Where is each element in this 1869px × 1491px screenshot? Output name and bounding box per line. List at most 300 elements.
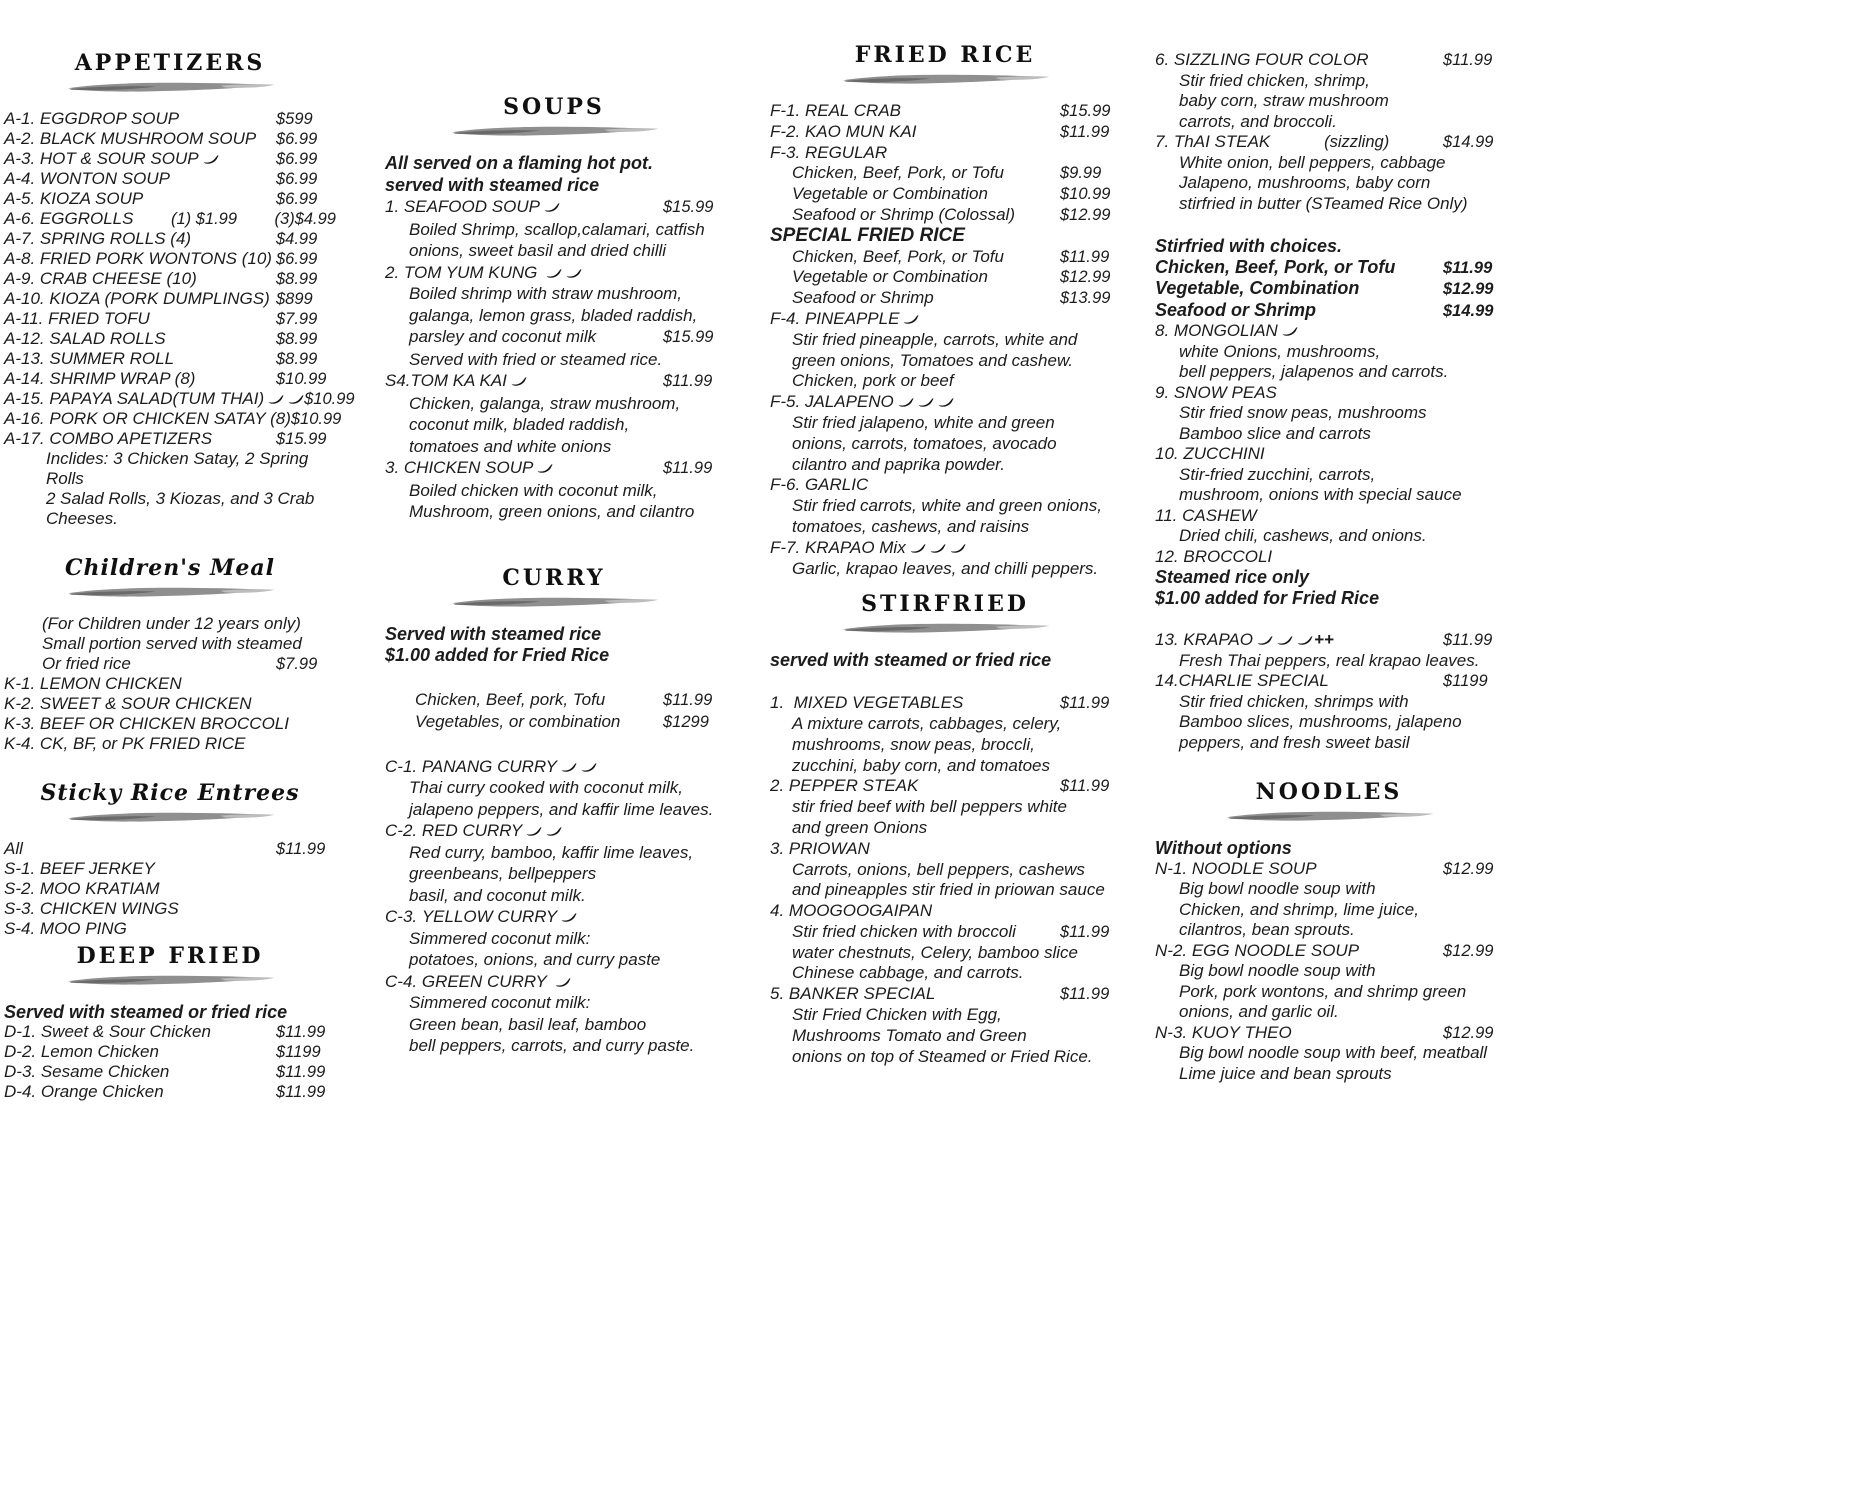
line-text: Or fried rice	[42, 654, 131, 673]
brush-stroke-icon	[1222, 807, 1437, 824]
item-name: SNOW PEAS	[1173, 382, 1277, 402]
description-text: Boiled Shrimp, scallop,calamari, catfish	[409, 219, 705, 239]
description-text: Stir fried chicken with broccoli	[792, 921, 1016, 941]
description-text: white Onions, mushrooms,	[1179, 341, 1381, 361]
item-label	[4, 149, 219, 169]
item-price: $6.99	[276, 170, 318, 188]
item-label	[4, 1082, 164, 1102]
line-text: Served with steamed rice	[385, 623, 602, 644]
item-name: KRAPAO	[1183, 630, 1253, 649]
text-line	[385, 711, 723, 734]
description-text: Jalapeno, mushrooms, baby corn	[1179, 173, 1431, 192]
item-name: CK, BF, or PK FRIED RICE	[39, 734, 246, 753]
item-line	[1155, 630, 1503, 651]
section-header: Children's Meal	[65, 555, 275, 581]
item-name: MIXED VEGETABLES	[793, 693, 964, 713]
item-name: JALAPENO	[804, 392, 894, 412]
item-number: D-4.	[4, 1082, 41, 1101]
description-text: stir fried beef with bell peppers white	[792, 797, 1067, 817]
text-lines	[4, 1002, 336, 1022]
item-name: Orange Chicken	[40, 1082, 164, 1101]
item-description-line	[770, 517, 1120, 538]
brush-stroke-icon	[63, 971, 278, 988]
text-lines	[385, 624, 723, 667]
item-price: $7.99	[276, 310, 318, 328]
description-text: greenbeans, bellpeppers	[409, 864, 597, 883]
description-text: green onions, Tomatoes and cashew.	[792, 350, 1074, 370]
item-label	[4, 879, 160, 899]
section-header: CURRY	[502, 564, 606, 591]
item-line	[4, 879, 336, 899]
description-text: onions, and garlic oil.	[1179, 1002, 1339, 1021]
menu-item	[1155, 132, 1503, 214]
item-price: $11.99	[276, 1083, 326, 1101]
item-label	[4, 1062, 169, 1082]
item-description-line	[770, 818, 1120, 839]
description-text: stirfried in butter (STeamed Rice Only)	[1179, 193, 1468, 213]
description-text: Fresh Thai peppers, real krapao leaves.	[1179, 650, 1480, 670]
item-number: K-3.	[4, 714, 40, 733]
item-name: KIOZA (PORK DUMPLINGS)	[49, 289, 270, 308]
menu-item	[4, 249, 336, 269]
item-description-line	[1155, 465, 1503, 486]
menu-item	[385, 906, 723, 971]
menu-item	[4, 1022, 336, 1042]
item-line	[4, 899, 336, 919]
menu-item	[770, 101, 1120, 122]
item-label	[4, 429, 212, 449]
line-text: Served with steamed or fried rice	[4, 1002, 288, 1022]
menu-column-4	[1155, 0, 1503, 1084]
item-label	[770, 309, 919, 330]
item-number: D-2.	[4, 1042, 41, 1061]
item-label	[770, 693, 963, 714]
description-text: bell peppers, carrots, and curry paste.	[409, 1036, 695, 1055]
menu-item	[1155, 506, 1503, 547]
menu-item	[385, 756, 723, 821]
item-number: A-12.	[4, 329, 50, 348]
line-text: (For Children under 12 years only)	[42, 614, 301, 633]
item-description-line	[385, 436, 723, 458]
item-price: $9.99	[1060, 164, 1102, 183]
menu-item	[1155, 859, 1503, 941]
item-label	[4, 349, 174, 369]
item-line	[770, 776, 1120, 797]
chili-pepper-icon	[903, 315, 919, 324]
menu-item	[4, 389, 355, 409]
menu-item	[770, 143, 1120, 226]
menu-section-header-block	[385, 563, 723, 610]
item-name: MOO PING	[39, 919, 127, 938]
chili-pepper-icon	[544, 203, 560, 212]
description-text: onions on top of Steamed or Fried Rice.	[792, 1046, 1093, 1066]
text-lines	[385, 153, 723, 196]
item-label	[4, 1022, 211, 1042]
description-text: Vegetable or Combination	[792, 184, 988, 204]
item-number: S4.	[385, 371, 411, 390]
item-number: F-6.	[770, 475, 805, 495]
item-description-line	[1155, 112, 1503, 133]
item-label	[4, 309, 150, 329]
item-label	[4, 369, 195, 389]
item-label	[385, 906, 577, 928]
item-description-line	[385, 219, 723, 241]
item-name: KUOY THEO	[1191, 1022, 1292, 1042]
text-line	[1155, 257, 1503, 279]
item-label	[4, 839, 23, 859]
item-description-line	[385, 501, 723, 523]
item-number: F-1.	[770, 101, 805, 120]
description-text: Chicken, galanga, straw mushroom,	[409, 393, 681, 413]
item-name: MOOGOOGAIPAN	[788, 901, 933, 921]
item-line	[4, 409, 342, 429]
item-name: EGGDROP SOUP	[39, 109, 180, 128]
item-description-line	[1155, 1002, 1503, 1023]
description-text: potatoes, onions, and curry paste	[409, 950, 661, 969]
description-text: Thai curry cooked with coconut milk,	[409, 778, 683, 797]
item-description-line	[1155, 91, 1503, 112]
item-description-line	[770, 496, 1120, 517]
item-price: $11.99	[276, 840, 326, 858]
item-name: CHARLIE SPECIAL	[1178, 671, 1329, 690]
menu-item	[1155, 50, 1503, 132]
item-label	[385, 457, 553, 479]
item-description-line	[385, 992, 723, 1014]
item-number: 7.	[1155, 132, 1174, 151]
menu-item	[4, 109, 336, 129]
item-line	[4, 674, 336, 694]
item-price: $899	[276, 290, 313, 308]
item-label	[4, 249, 272, 269]
item-label	[1155, 321, 1298, 342]
item-price: $12.99	[1060, 205, 1111, 224]
item-label	[4, 329, 166, 349]
item-description-line	[770, 963, 1120, 984]
item-label	[4, 229, 191, 249]
menu-item	[1155, 671, 1503, 753]
menu-item	[4, 1062, 336, 1082]
description-text: Big bowl noodle soup with	[1179, 879, 1376, 898]
item-label	[385, 756, 597, 778]
item-line	[770, 693, 1120, 714]
item-description-line	[1155, 692, 1503, 713]
item-number: 4.	[770, 901, 789, 921]
menu-item	[770, 839, 1120, 901]
description-text: Stir fried chicken, shrimps with	[1179, 691, 1409, 711]
item-number: A-10.	[4, 289, 50, 308]
chili-pepper-icon	[1257, 636, 1273, 645]
item-line	[4, 189, 336, 209]
item-description-line	[385, 885, 723, 907]
menu-item	[4, 349, 336, 369]
item-number: A-13.	[4, 349, 50, 368]
chili-pepper-icon	[555, 978, 571, 987]
menu-item	[4, 149, 336, 169]
item-name: TOM KA KAI	[410, 371, 507, 390]
description-text: zucchini, baby corn, and tomatoes	[792, 755, 1050, 775]
item-line	[770, 984, 1120, 1005]
description-text: Big bowl noodle soup with	[1179, 961, 1376, 980]
menu-item	[1155, 444, 1503, 506]
menu-item	[770, 984, 1120, 1067]
item-description-line	[1155, 920, 1503, 941]
menu-item	[770, 538, 1120, 580]
item-line	[1155, 941, 1503, 962]
text-lines	[385, 689, 723, 734]
menu-section-header-block	[385, 92, 723, 139]
item-price: $11.99	[1060, 777, 1110, 796]
item-name: FRIED TOFU	[48, 309, 150, 328]
item-number: F-2.	[770, 121, 805, 141]
item-description-line	[770, 455, 1120, 476]
description-text: Chicken, Beef, Pork, or Tofu	[792, 163, 1004, 183]
item-name: PEPPER STEAK	[788, 776, 919, 796]
text-lines	[1155, 838, 1503, 859]
item-name: ThAI STEAK	[1173, 132, 1271, 151]
item-description-line	[770, 163, 1120, 184]
item-label	[770, 226, 965, 247]
item-line	[1155, 671, 1503, 692]
description-text: Chicken, Beef, Pork, or Tofu	[792, 246, 1004, 266]
item-description-line	[385, 842, 723, 864]
item-number: 11.	[1155, 505, 1183, 525]
description-text: coconut milk, bladed raddish,	[409, 415, 630, 434]
item-label	[4, 209, 133, 229]
line-text: Vegetable, Combination	[1155, 278, 1360, 298]
item-name: SIZZLING FOUR COLOR	[1173, 50, 1369, 69]
item-number: F-5.	[770, 392, 805, 412]
menu-item	[1155, 941, 1503, 1023]
description-text: Chicken, and shrimp, lime juice,	[1179, 899, 1419, 919]
item-number: F-7.	[770, 537, 805, 557]
text-line	[1155, 588, 1503, 609]
item-price: $6.99	[276, 190, 318, 208]
item-line	[770, 901, 1120, 922]
item-line	[385, 756, 723, 778]
item-number: S-3.	[4, 899, 40, 918]
description-text: baby corn, straw mushroom	[1179, 91, 1389, 110]
item-description-line	[1155, 342, 1503, 363]
menu-column-1	[4, 0, 355, 1102]
line-text: Seafood or Shrimp	[1155, 299, 1317, 320]
item-price: $12.99	[1443, 1023, 1494, 1042]
menu-item	[770, 309, 1120, 392]
item-number: D-3.	[4, 1062, 41, 1081]
item-line	[4, 229, 336, 249]
item-label	[1155, 444, 1265, 465]
item-line	[4, 169, 336, 189]
item-number: F-3.	[770, 142, 805, 162]
item-description-line	[1155, 1064, 1503, 1085]
item-number: A-3.	[4, 149, 40, 168]
item-price: $1199	[1443, 672, 1488, 690]
item-number: 2.	[385, 262, 404, 282]
chili-pepper-icon	[581, 763, 597, 772]
item-price: $1199	[276, 1043, 321, 1061]
item-label	[385, 971, 571, 993]
description-text: onions, sweet basil and dried chilli	[409, 241, 667, 260]
item-price: $599	[276, 110, 313, 128]
description-text: Chicken, pork or beef	[792, 371, 954, 391]
item-description-line	[770, 860, 1120, 881]
item-price: $11.99	[663, 372, 713, 390]
menu-item	[385, 196, 723, 262]
menu-item	[4, 189, 336, 209]
menu-item	[4, 714, 336, 734]
description-text: Mushrooms Tomato and Green	[792, 1025, 1027, 1045]
item-label	[4, 109, 179, 129]
item-price: $11.99	[1060, 985, 1110, 1004]
menu-item	[4, 1042, 336, 1062]
description-text: peppers, and fresh sweet basil	[1179, 732, 1410, 752]
line-text: Chicken, Beef, pork, Tofu	[415, 689, 606, 709]
menu-section-header-block	[770, 40, 1120, 87]
item-price: $14.99	[1443, 301, 1494, 320]
line-text: $1.00 added for Fried Rice	[385, 645, 610, 665]
item-label	[385, 370, 527, 392]
menu-item	[4, 859, 336, 879]
item-number: D-1.	[4, 1022, 41, 1041]
item-description-line	[770, 434, 1120, 455]
item-name: BROCCOLI	[1183, 546, 1273, 566]
item-description-line	[1155, 982, 1503, 1003]
menu-column-2	[385, 0, 723, 1057]
text-line	[385, 153, 723, 175]
section-header: STIRFRIED	[861, 591, 1029, 618]
description-text: cilantros, bean sprouts.	[1179, 920, 1355, 939]
item-line	[4, 429, 336, 449]
menu-section-header-block	[4, 941, 336, 988]
spacer	[385, 734, 723, 756]
menu-item	[4, 169, 336, 189]
item-description-line	[770, 880, 1120, 901]
item-description-line	[770, 559, 1120, 580]
description-text: parsley and coconut milk	[409, 327, 597, 346]
item-price: (3)$4.99	[274, 210, 336, 228]
item-price: $14.99	[1443, 133, 1494, 151]
item-description-line	[770, 714, 1120, 735]
item-number: A-1.	[4, 109, 40, 128]
item-line	[4, 329, 336, 349]
item-name: FRIED PORK WONTONS (10)	[39, 249, 272, 268]
item-description-line	[385, 949, 723, 971]
item-description-line	[770, 413, 1120, 434]
item-label	[1155, 132, 1270, 153]
item-price: $11.99	[1060, 247, 1110, 266]
item-label	[4, 289, 270, 309]
item-price: $12.99	[1443, 280, 1494, 298]
item-description-line	[385, 863, 723, 885]
description-text: Garlic, krapao leaves, and chilli peppers.	[792, 558, 1099, 578]
text-line	[4, 634, 336, 654]
item-description-line	[1155, 194, 1503, 215]
description-text: carrots, and broccoli.	[1179, 111, 1337, 131]
item-price: $11.99	[1443, 258, 1493, 277]
item-line	[385, 457, 723, 480]
menu-item	[4, 329, 336, 349]
chili-pepper-icon	[910, 544, 926, 553]
brush-stroke-icon	[63, 78, 278, 95]
item-line	[385, 196, 723, 219]
description-text: Stir Fried Chicken with Egg,	[792, 1005, 1002, 1025]
item-line	[4, 1082, 336, 1102]
item-line	[4, 289, 336, 309]
item-name: ZUCCHINI	[1183, 444, 1265, 463]
item-name: RED CURRY	[421, 821, 523, 840]
chili-pepper-icon	[288, 395, 304, 404]
item-line	[1155, 321, 1503, 342]
item-label	[4, 189, 143, 209]
item-line	[4, 919, 336, 939]
item-name: CHICKEN WINGS	[39, 899, 179, 918]
item-label	[4, 389, 304, 409]
item-description-line	[770, 205, 1120, 226]
item-number: 14.	[1155, 671, 1179, 690]
item-name: All	[4, 839, 23, 858]
menu-item	[770, 901, 1120, 984]
description-text: White onion, bell peppers, cabbage	[1179, 152, 1446, 172]
chili-pepper-icon	[561, 913, 577, 922]
item-line	[770, 538, 1120, 559]
item-line	[1155, 506, 1503, 527]
item-price: $11.99	[1060, 122, 1110, 141]
spice-plus: ++	[1313, 630, 1334, 649]
chili-pepper-icon	[546, 269, 562, 278]
item-label	[1155, 859, 1317, 880]
text-line	[4, 654, 336, 674]
description-text: mushroom, onions with special sauce	[1179, 485, 1462, 504]
item-price: $11.99	[1060, 694, 1110, 713]
description-text: galanga, lemon grass, bladed raddish,	[409, 305, 698, 325]
item-line	[1155, 859, 1503, 880]
item-name: CASHEW	[1182, 505, 1257, 525]
item-description-line	[1155, 733, 1503, 754]
description-text: Lime juice and bean sprouts	[1179, 1063, 1392, 1083]
item-description-line	[770, 267, 1120, 288]
item-name: Sesame Chicken	[40, 1062, 170, 1081]
item-description-line	[385, 1014, 723, 1036]
item-description-line	[1155, 879, 1503, 900]
line-text: Chicken, Beef, Pork, or Tofu	[1155, 256, 1396, 277]
item-line	[4, 249, 336, 269]
description-text: Stir fried snow peas, mushrooms	[1179, 403, 1427, 422]
chili-pepper-icon	[546, 827, 562, 836]
description-text: A mixture carrots, cabbages, celery,	[792, 713, 1062, 733]
description-text: jalapeno peppers, and kaffir lime leaves.	[409, 799, 714, 819]
item-description-line	[770, 351, 1120, 372]
item-label	[1155, 50, 1368, 71]
menu-item	[4, 919, 336, 939]
item-name: BEEF OR CHICKEN BROCCOLI	[39, 714, 289, 733]
item-description-line	[385, 799, 723, 821]
chili-pepper-icon	[898, 398, 914, 407]
item-label	[4, 899, 179, 919]
item-line	[770, 122, 1120, 143]
line-text: Vegetables, or combination	[415, 712, 621, 731]
menu-item	[4, 129, 336, 149]
item-label	[1155, 547, 1272, 568]
item-label	[4, 674, 182, 694]
item-line	[385, 370, 723, 393]
item-line	[4, 859, 336, 879]
chili-pepper-icon	[537, 464, 553, 473]
item-name: KRAPAO Mix	[804, 537, 906, 557]
menu-item	[1155, 547, 1503, 568]
item-label	[1155, 630, 1334, 651]
item-description-line	[1155, 71, 1503, 92]
item-line	[385, 820, 723, 842]
item-line	[4, 839, 336, 859]
